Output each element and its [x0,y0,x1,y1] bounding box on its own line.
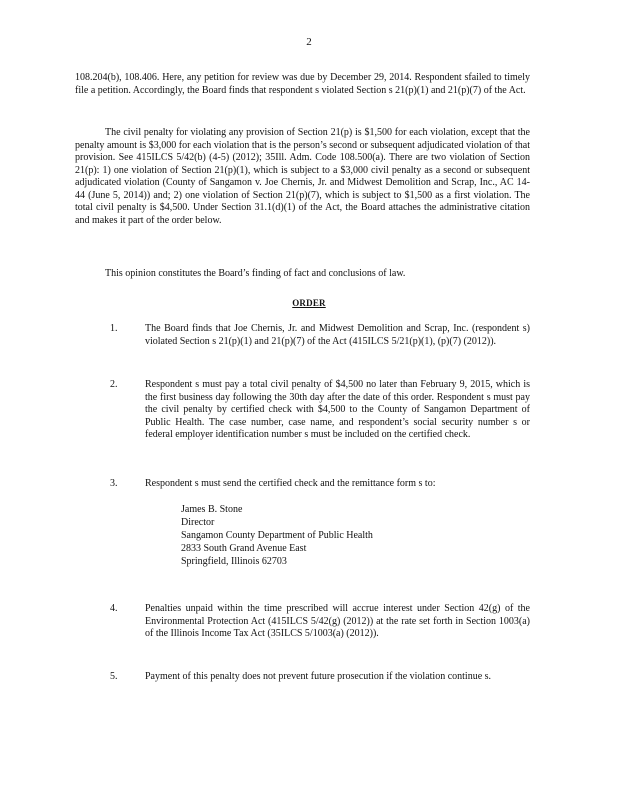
order-item-number: 3. [110,478,118,489]
order-heading: ORDER [292,298,326,308]
order-item-text: The Board finds that Joe Chernis, Jr. and Midwest Demolition and Scrap, Inc. (respondent s) violated Section s 21(p)(1) and 21(p)(7) of the Act (415ILCS 5/21(p)(1), (p)(7) (2012)). [145,323,530,347]
order-item-text: Penalties unpaid within the time prescribed will accrue interest under Section 42(g) of the Environmental Protection Act (415ILCS 5/42(g) (2012)) at the rate set forth in Section 1003(a) of the Illinois Income Tax Act (35ILCS 5/1003(a) (2012)). [145,603,530,639]
address-name: James B. Stone [181,504,243,515]
address-title: Director [181,517,215,528]
order-item-number: 5. [110,671,118,682]
order-item-number: 1. [110,323,118,334]
order-item-text: Respondent s must pay a total civil penalty of $4,500 no later than February 9, 2015, which is the first business day following the 30th day after the date of this order. Respondent s must pay the civil penalty by certified check with $4,500 to the County of Sangamon Department of Public Health. The case number, case name, and respondent’s social security number s or federal employer identification number s must be included on the certified check. [145,379,530,440]
order-item-number: 4. [110,603,118,614]
remittance-address [181,503,373,568]
address-department: Sangamon County Department of Public Health [181,530,373,541]
order-item-number: 2. [110,379,118,390]
paragraph-civil-penalty: The civil penalty for violating any provision of Section 21(p) is $1,500 for each violation, except that the penalty amount is $3,000 for each violation that is the person’s second or subsequent adjudicated violation of that provision. See 415ILCS 5/42(b) (4-5) (2012); 35Ill. Adm. Code 108.500(a). There are two violation of Section 21(p): 1) one violation of Section 21(p)(1), which is subject to a $3,000 civil penalty as a second or subsequent adjudicated violation (County of Sangamon v. Joe Chernis, Jr. and Midwest Demolition and Scrap, Inc., AC 14-44 (June 5, 2014)) and; 2) one violation of Section 21(p)(7), which is subject to $1,500 as a first violation. The total civil penalty is $4,500. Under Section 31.1(d)(1) of the Act, the Board attaches the administrative citation and makes it part of the order below. [75,127,530,226]
order-item-text: Respondent s must send the certified check and the remittance form s to: [145,478,436,489]
page-number: 2 [306,36,312,48]
order-item-text: Payment of this penalty does not prevent future prosecution if the violation continue s. [145,671,492,682]
address-street: 2833 South Grand Avenue East [181,543,307,554]
paragraph-opinion: This opinion constitutes the Board’s finding of fact and conclusions of law. [105,268,406,279]
address-city: Springfield, Illinois 62703 [181,556,287,567]
paragraph-intro: 108.204(b), 108.406. Here, any petition for review was due by December 29, 2014. Respondent sfailed to timely file a petition. Accordingly, the Board finds that respondent s violated Section s 21(p)(1) and 21(p)(7) of the Act. [75,72,530,96]
